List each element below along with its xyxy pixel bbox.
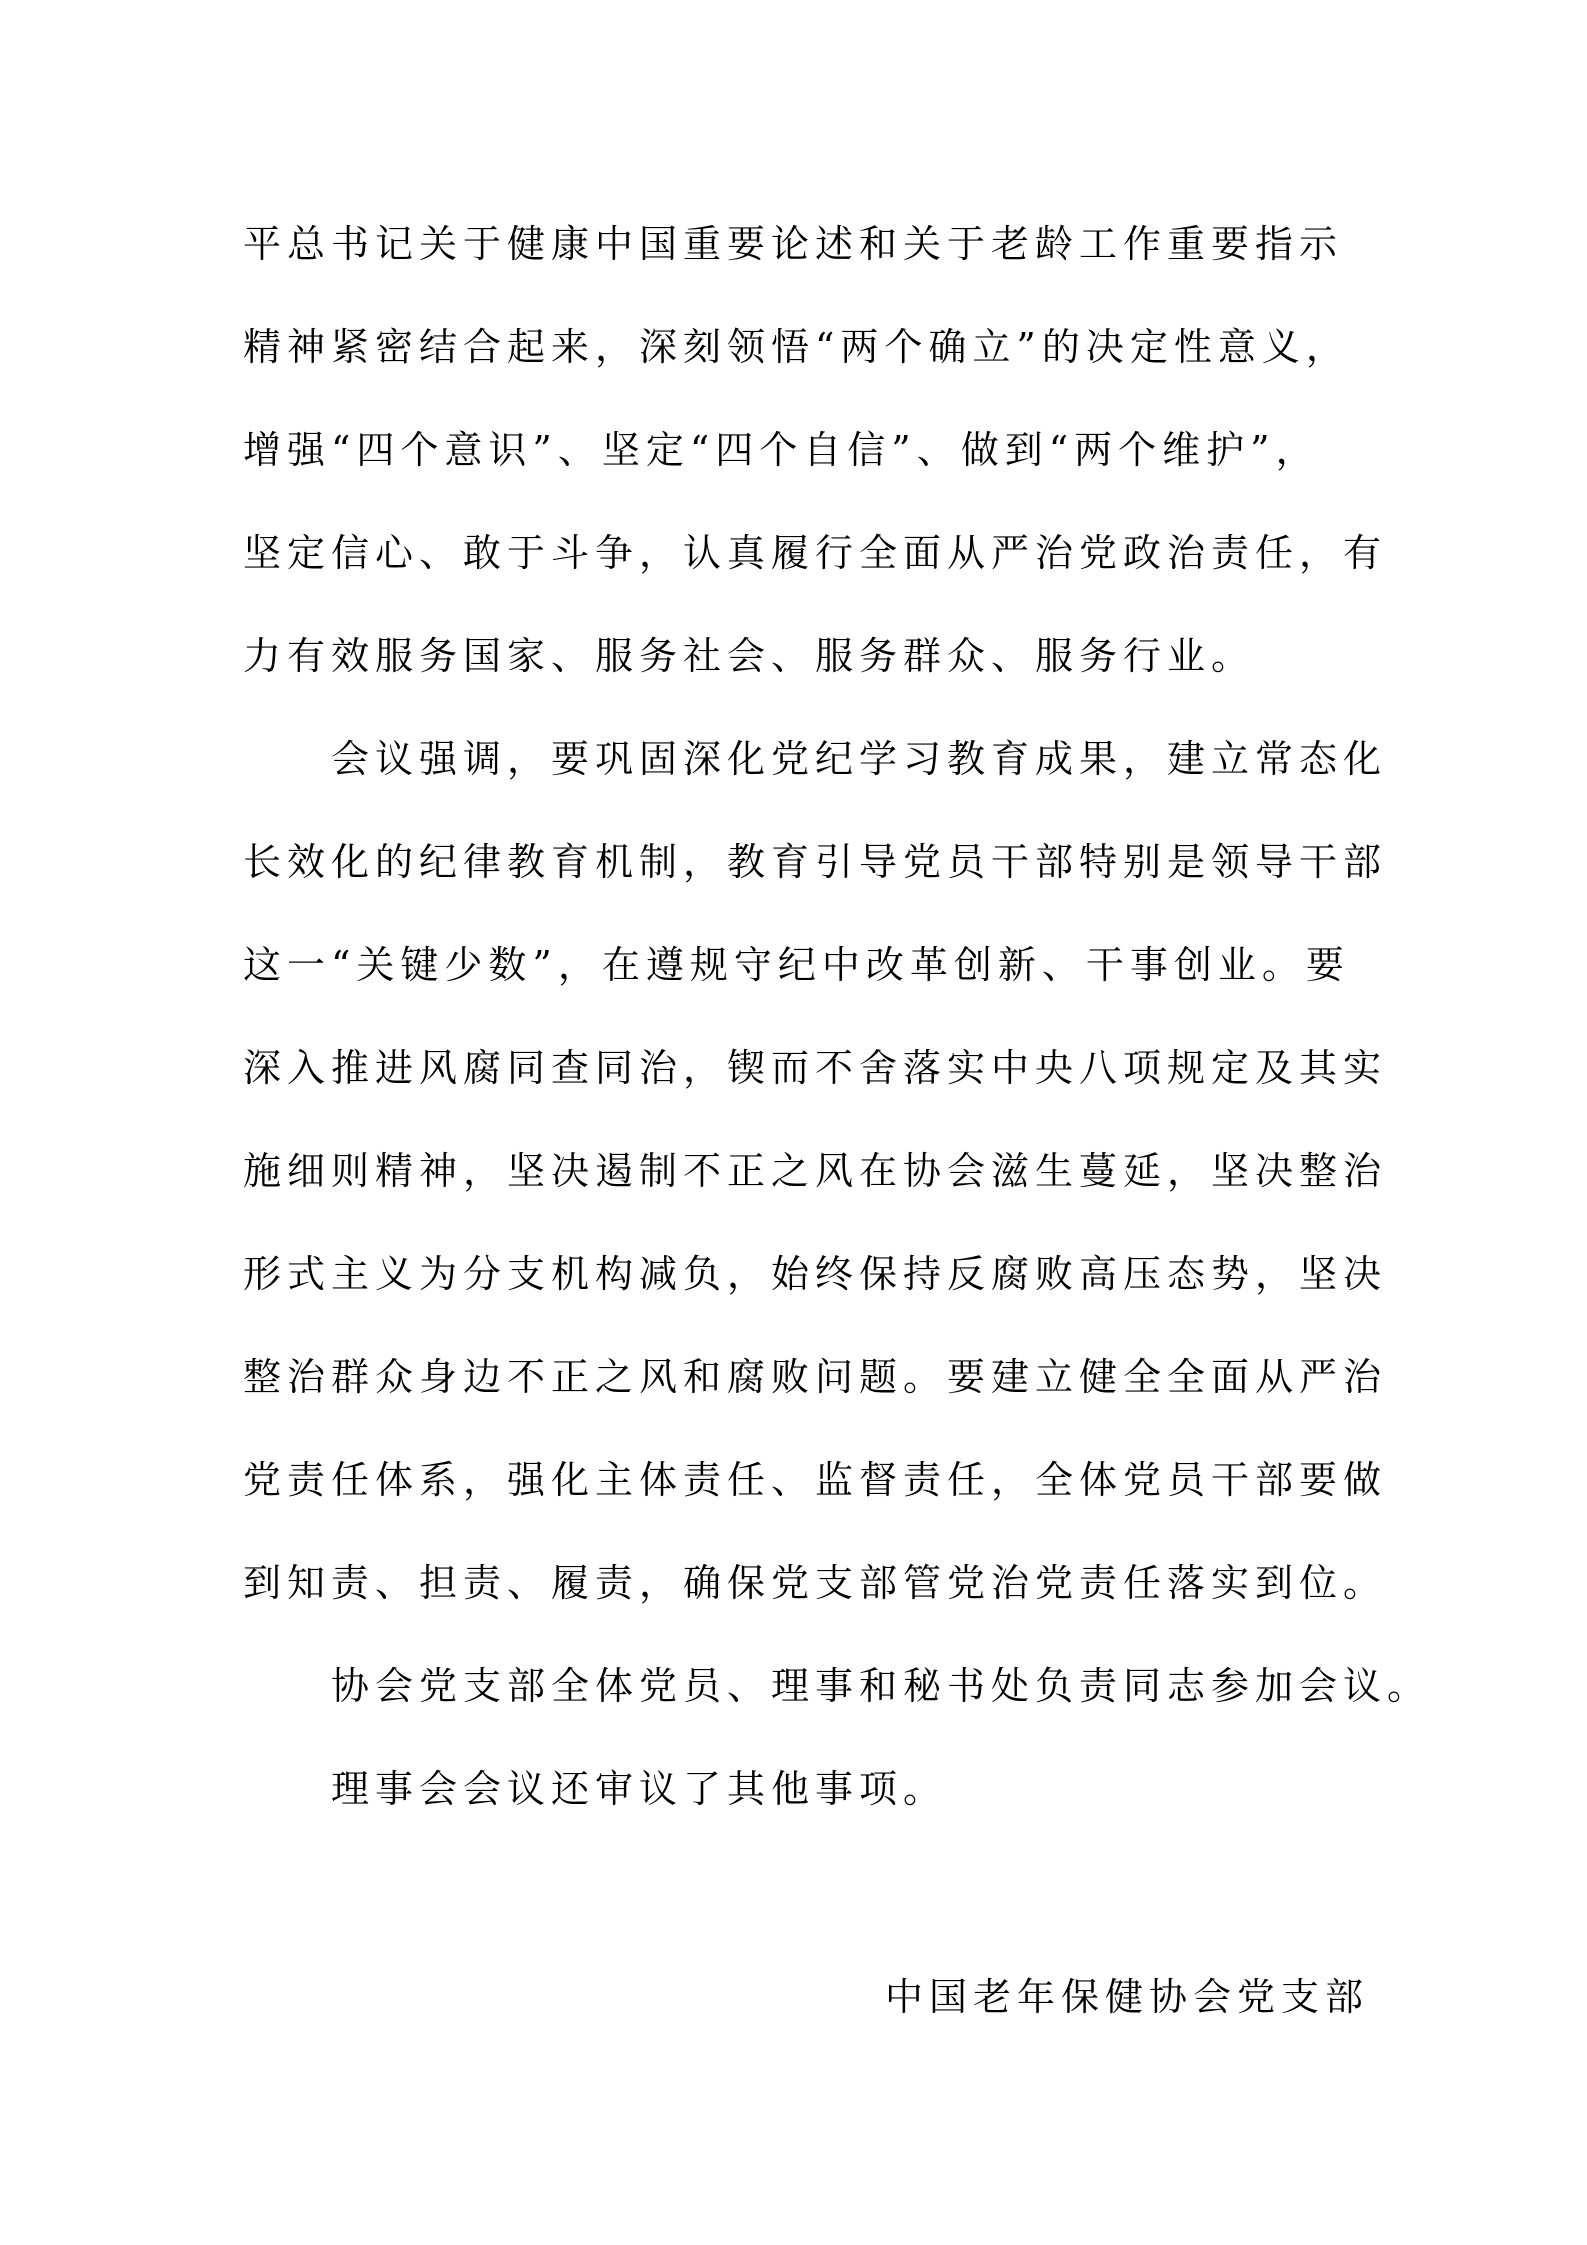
paragraph-1 bbox=[243, 193, 1388, 708]
text-line: 理事会会议还审议了其他事项。 bbox=[331, 1767, 948, 1811]
document-body bbox=[243, 193, 1432, 1841]
text-line: 增强“四个意识”、坚定“四个自信”、做到“两个维护”， bbox=[243, 428, 1320, 472]
text-line: 深入推进风腐同查同治，锲而不舍落实中央八项规定及其实 bbox=[243, 1046, 1388, 1090]
text-line: 整治群众身边不正之风和腐败问题。要建立健全全面从严治 bbox=[243, 1355, 1388, 1399]
text-line: 协会党支部全体党员、理事和秘书处负责同志参加会议。 bbox=[331, 1664, 1432, 1708]
text-line: 力有效服务国家、服务社会、服务群众、服务行业。 bbox=[243, 634, 1256, 678]
text-line: 形式主义为分支机构减负，始终保持反腐败高压态势，坚决 bbox=[243, 1252, 1388, 1296]
text-line: 平总书记关于健康中国重要论述和关于老龄工作重要指示 bbox=[243, 222, 1344, 266]
paragraph-3 bbox=[243, 1635, 1432, 1738]
text-line: 这一“关键少数”，在遵规守纪中改革创新、干事创业。要 bbox=[243, 943, 1350, 987]
signature: 中国老年保健协会党支部 bbox=[885, 1975, 1370, 2019]
text-line: 到知责、担责、履责，确保党支部管党治党责任落实到位。 bbox=[243, 1561, 1388, 1605]
paragraph-2 bbox=[243, 708, 1388, 1635]
text-line: 长效化的纪律教育机制，教育引导党员干部特别是领导干部 bbox=[243, 840, 1388, 884]
text-line: 会议强调，要巩固深化党纪学习教育成果，建立常态化 bbox=[331, 737, 1388, 781]
paragraph-4 bbox=[243, 1738, 1347, 1841]
text-line: 施细则精神，坚决遏制不正之风在协会滋生蔓延，坚决整治 bbox=[243, 1149, 1388, 1193]
text-line: 精神紧密结合起来，深刻领悟“两个确立”的决定性意义， bbox=[243, 325, 1350, 369]
text-line: 党责任体系，强化主体责任、监督责任，全体党员干部要做 bbox=[243, 1458, 1388, 1502]
text-line: 坚定信心、敢于斗争，认真履行全面从严治党政治责任，有 bbox=[243, 531, 1388, 575]
